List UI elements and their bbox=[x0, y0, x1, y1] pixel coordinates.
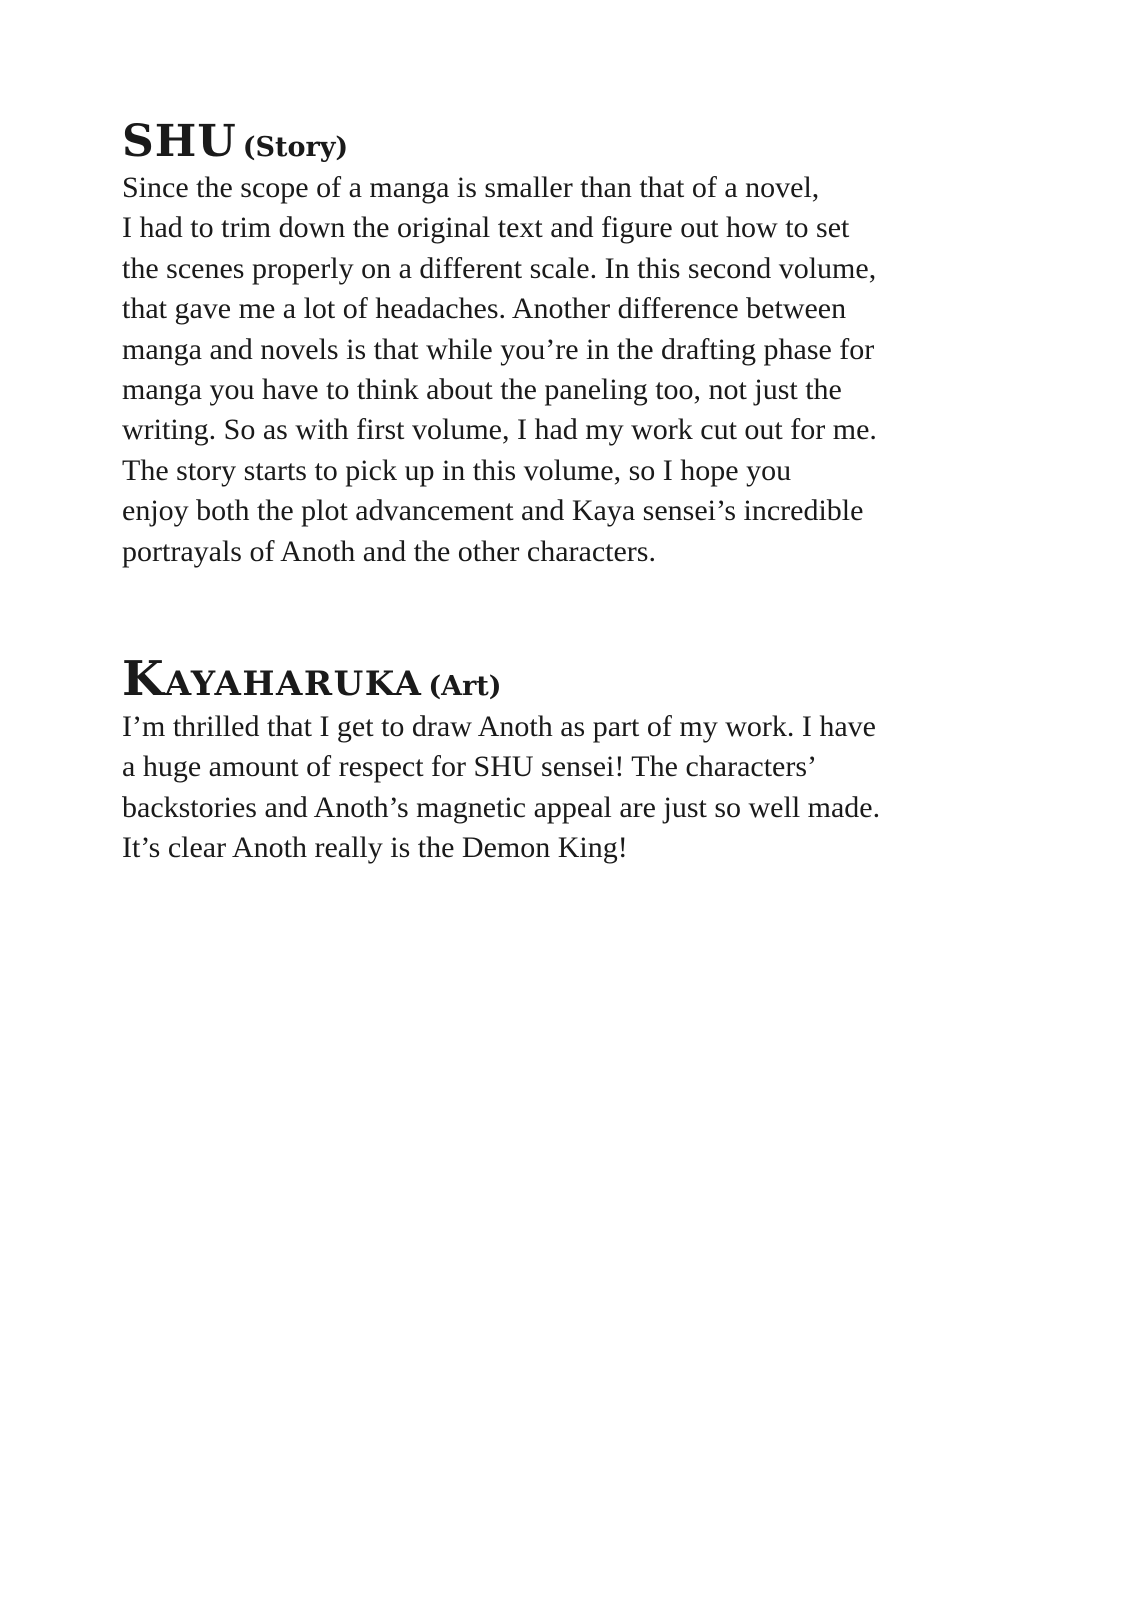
author-name-rest: AYAHARUKA bbox=[164, 664, 423, 704]
kayaharuka-comment-text bbox=[122, 707, 1002, 869]
text-line: enjoy both the plot advancement and Kaya sensei’s incredible bbox=[122, 494, 864, 528]
section-shu-story bbox=[122, 116, 1002, 572]
text-line: I’m thrilled that I get to draw Anoth as part of my work. I have bbox=[122, 710, 876, 743]
text-line: that gave me a lot of headaches. Another difference between bbox=[122, 292, 847, 326]
text-line: a huge amount of respect for SHU sensei! The characters’ bbox=[122, 750, 818, 784]
text-line: writing. So as with first volume, I had my work cut out for me. bbox=[122, 413, 877, 447]
text-line: the scenes properly on a different scale. In this second volume, bbox=[122, 251, 877, 285]
author-role-story: (Story) bbox=[242, 132, 349, 163]
author-name-shu: SHU bbox=[122, 116, 237, 167]
shu-comment-text bbox=[122, 168, 1002, 572]
text-line: manga and novels is that while you’re in the drafting phase for bbox=[122, 332, 875, 366]
section-heading-shu bbox=[122, 116, 1002, 167]
text-line: Since the scope of a manga is smaller than that of a novel, bbox=[122, 171, 820, 204]
author-name-kayaharuka bbox=[122, 651, 423, 707]
section-kayaharuka-art bbox=[122, 651, 1002, 869]
text-line: I had to trim down the original text and figure out how to set bbox=[122, 211, 850, 245]
text-line: The story starts to pick up in this volume, so I hope you bbox=[122, 453, 792, 487]
author-name-initial: K bbox=[122, 651, 165, 707]
text-line: backstories and Anoth’s magnetic appeal are just so well made. bbox=[122, 790, 881, 824]
author-role-art: (Art) bbox=[428, 671, 502, 702]
section-heading-kayaharuka bbox=[122, 651, 1002, 707]
text-line: It’s clear Anoth really is the Demon King! bbox=[122, 831, 628, 865]
text-line: manga you have to think about the paneling too, not just the bbox=[122, 373, 842, 407]
text-line: portrayals of Anoth and the other characters. bbox=[122, 534, 656, 568]
